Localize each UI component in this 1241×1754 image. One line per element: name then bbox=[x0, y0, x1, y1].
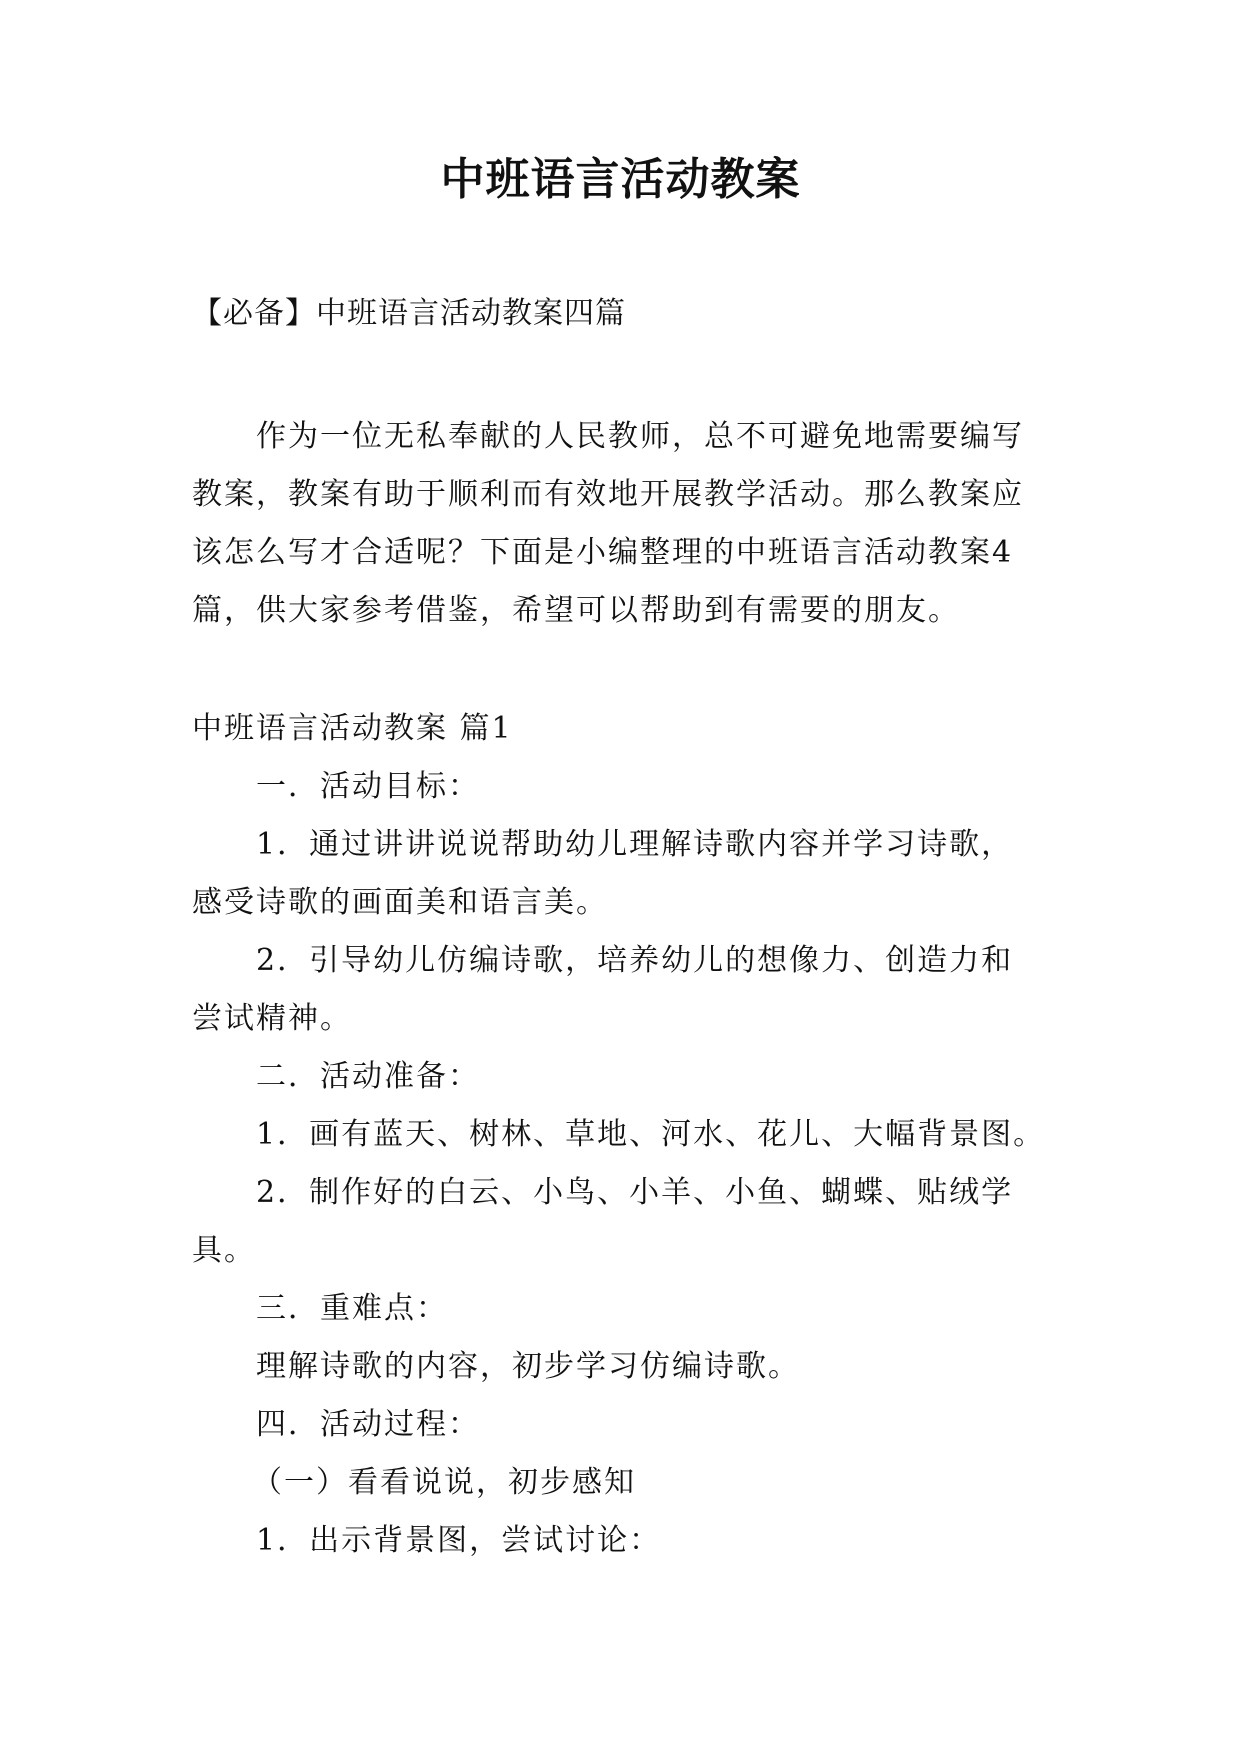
intro-line: 教案，教案有助于顺利而有效地开展教学活动。那么教案应 bbox=[192, 477, 1024, 512]
subsection-heading: 三．重难点： bbox=[256, 1291, 448, 1326]
intro-line: 篇，供大家参考借鉴，希望可以帮助到有需要的朋友。 bbox=[192, 593, 960, 628]
text-line: 具。 bbox=[192, 1233, 256, 1268]
subsection-heading: 二．活动准备： bbox=[256, 1059, 480, 1094]
intro-paragraph bbox=[192, 408, 1062, 640]
text-line: （一）看看说说，初步感知 bbox=[252, 1465, 636, 1500]
text-line: 感受诗歌的画面美和语言美。 bbox=[192, 885, 608, 920]
subsection-heading: 四．活动过程： bbox=[256, 1407, 480, 1442]
text-line: 理解诗歌的内容，初步学习仿编诗歌。 bbox=[256, 1349, 800, 1384]
section-heading: 中班语言活动教案 篇1 bbox=[192, 711, 513, 746]
document-title: 中班语言活动教案 bbox=[440, 154, 801, 205]
text-line: 2．引导幼儿仿编诗歌，培养幼儿的想像力、创造力和 bbox=[256, 943, 1014, 978]
text-line: 1．通过讲讲说说帮助幼儿理解诗歌内容并学习诗歌， bbox=[256, 827, 1014, 862]
text-line: 1．画有蓝天、树林、草地、河水、花儿、大幅背景图。 bbox=[256, 1117, 1046, 1152]
subsection-heading: 一．活动目标： bbox=[256, 769, 480, 804]
text-line: 尝试精神。 bbox=[192, 1001, 352, 1036]
intro-line: 该怎么写才合适呢？下面是小编整理的中班语言活动教案4 bbox=[192, 535, 1014, 570]
document-subtitle: 【必备】中班语言活动教案四篇 bbox=[192, 296, 626, 331]
lesson-plan-body bbox=[192, 700, 1072, 1570]
text-line: 1．出示背景图，尝试讨论： bbox=[256, 1523, 662, 1558]
intro-line: 作为一位无私奉献的人民教师，总不可避免地需要编写 bbox=[256, 419, 1024, 454]
text-line: 2．制作好的白云、小鸟、小羊、小鱼、蝴蝶、贴绒学 bbox=[256, 1175, 1014, 1210]
